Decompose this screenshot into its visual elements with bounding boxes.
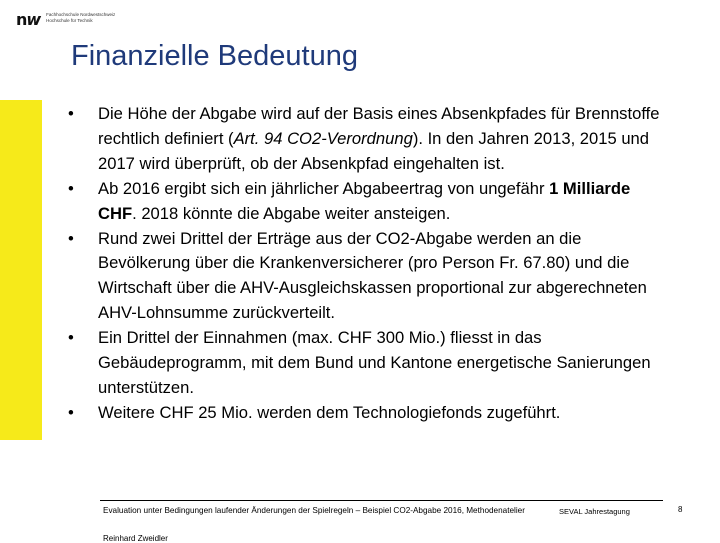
bullet-marker: • [68, 328, 74, 348]
slide-title: Finanzielle Bedeutung [71, 40, 358, 72]
bullet-text: Ab 2016 ergibt sich ein jährlicher Abgabeertrag von ungefähr [98, 178, 550, 198]
logo-mark [16, 12, 40, 28]
footer-talk-title: Evaluation unter Bedingungen laufender Änderungen der Spielregeln – Beispiel CO2-Abgabe 2016, Methodenatelier [103, 506, 525, 515]
bullet-item [68, 177, 668, 227]
bullet-marker: • [68, 228, 74, 248]
logo-text-line2: Hochschule für Technik [46, 18, 93, 23]
bullet-text: Weitere CHF 25 Mio. werden dem Technologiefonds zugeführt. [98, 402, 561, 422]
bullet-list [68, 102, 668, 426]
bullet-item [68, 102, 668, 177]
footer-author: Reinhard Zweidler [103, 534, 168, 543]
logo-text [46, 12, 115, 24]
page-number: 8 [678, 505, 683, 514]
footer-divider [100, 500, 663, 501]
bullet-marker: • [68, 402, 74, 422]
bullet-text: . 2018 könnte die Abgabe weiter ansteigen. [132, 203, 451, 223]
logo [16, 12, 115, 28]
bullet-item [68, 401, 668, 426]
bullet-text: Die Höhe der Abgabe wird auf der Basis eines Absenkpfades für Brennstoffe rechtlich definiert ( [98, 104, 660, 148]
logo-text-line1: Fachhochschule Nordwestschweiz [46, 12, 116, 17]
bullet-text-emphasis: Art. 94 CO2-Verordnung [233, 128, 413, 148]
accent-bar [0, 100, 42, 440]
bullet-text-strong: 1 Milliarde CHF [98, 178, 631, 223]
logo-mark-prefix: n [16, 10, 27, 29]
bullet-marker: • [68, 178, 74, 198]
bullet-text: ). In den Jahren 2013, 2015 und 2017 wird überprüft, ob der Absenkpfad eingehalten ist. [98, 128, 650, 173]
bullet-marker: • [68, 104, 74, 123]
bullet-item [68, 227, 668, 327]
bullet-text: Ein Drittel der Einnahmen (max. CHF 300 Mio.) fliesst in das Gebäudeprogramm, mit dem Bund und Kantone energetische Sanierungen unterstützen. [98, 328, 651, 397]
bullet-item [68, 326, 668, 401]
bullet-text: Rund zwei Drittel der Erträge aus der CO2-Abgabe werden an die Bevölkerung über die Krankenversicherer (pro Person Fr. 67.80) und die Wirtschaft über die AHV-Ausgleichskassen proportional zur abgerechneten AHV-Lohnsumme zurückverteilt. [98, 228, 647, 323]
footer-event-name: SEVAL Jahrestagung [559, 507, 630, 516]
logo-mark-suffix: w [26, 10, 41, 29]
